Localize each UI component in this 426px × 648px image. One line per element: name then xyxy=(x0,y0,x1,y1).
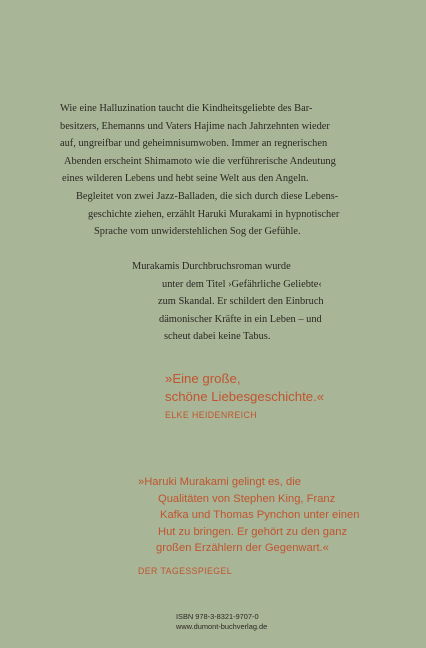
blurb-line: Abenden erscheint Shimamoto wie die verführerische Andeutung xyxy=(64,155,336,167)
quote-line: großen Erzählern der Gegenwart.« xyxy=(156,542,329,555)
blurb-line: Sprache vom unwiderstehlichen Sog der Gefühle. xyxy=(94,226,301,238)
blurb-line: scheut dabei keine Tabus. xyxy=(164,331,271,343)
blurb-line: geschichte ziehen, erzählt Haruki Murakami in hypnotischer xyxy=(88,208,340,220)
blurb-line: unter dem Titel ›Gefährliche Geliebte‹ xyxy=(162,278,322,290)
quote-source: ELKE HEIDENREICH xyxy=(165,410,257,420)
imprint xyxy=(176,612,316,632)
quote-line: »Eine große, xyxy=(165,371,241,386)
blurb-paragraph-1 xyxy=(60,100,378,241)
blurb-line: besitzers, Ehemanns und Vaters Hajime nach Jahrzehnten wieder xyxy=(60,120,330,132)
quote-source: DER TAGESSPIEGEL xyxy=(138,565,233,576)
blurb-line: auf, ungreifbar und geheimnisumwoben. Immer an regnerischen xyxy=(60,138,328,150)
quote-line: »Haruki Murakami gelingt es, die xyxy=(138,476,301,488)
quote-line: Hut zu bringen. Er gehört zu den ganz xyxy=(158,525,348,538)
blurb-line: dämonischer Kräfte in ein Leben – und xyxy=(159,313,322,325)
blurb-line: Begleitet von zwei Jazz-Balladen, die sich durch diese Lebens- xyxy=(76,190,339,202)
quote-line: Qualitäten von Stephen King, Franz xyxy=(158,492,336,505)
quote-line: schöne Liebesgeschichte.« xyxy=(165,388,325,404)
publisher-website: www.dumont-buchverlag.de xyxy=(176,622,268,631)
isbn-number: ISBN 978-3-8321-9707-0 xyxy=(176,612,259,621)
review-quote-heidenreich xyxy=(165,370,395,425)
quote-line: Kafka und Thomas Pynchon unter einen xyxy=(160,509,360,522)
blurb-paragraph-2 xyxy=(132,258,372,346)
blurb-line: eines wilderen Lebens und hebt seine Welt aus den Angeln. xyxy=(62,173,309,185)
review-quote-tagesspiegel xyxy=(138,474,400,580)
blurb-line: Wie eine Halluzination taucht die Kindheitsgeliebte des Bar- xyxy=(60,103,313,114)
blurb-line: Murakamis Durchbruchsroman wurde xyxy=(132,261,291,272)
blurb-line: zum Skandal. Er schildert den Einbruch xyxy=(158,296,324,308)
